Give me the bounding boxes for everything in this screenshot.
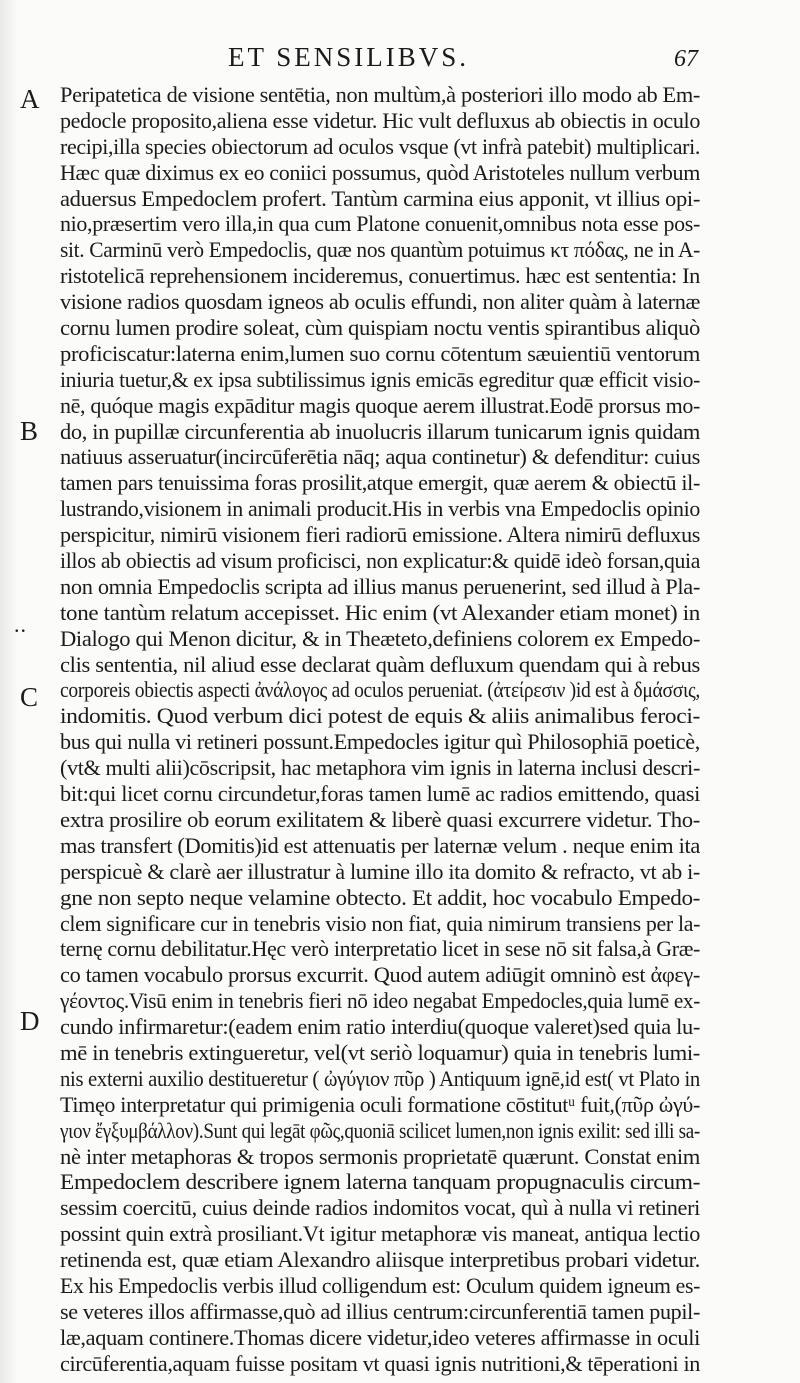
text-line: nē, quóque magis expāditur magis quoque aerem illustrat.Eodē prorsus mo- [60,392,700,418]
text-line: ristotelicā reprehensionem incideremus, conuertimus. hæc est sententia: In [60,263,700,289]
text-line: bus qui nulla vi retineri possunt.Empedocles igitur quì Philosophiā poeticè, [60,729,700,755]
text-line: ternę cornu debilitatur.Hęc verò interpretatio licet in sese nō sit falsa,à Græ- [60,936,700,962]
text-line: co tamen vocabulo prorsus excurrit. Quod autem adiūgit omninò est ἀφεγ- [60,962,700,988]
text-line: illos ab obiectis ad visum proficisci, non explicatur:& quidē ideò forsan,quia [60,548,700,574]
margin-letter-c: C [20,682,39,712]
text-line: nè inter metaphoras & tropos sermonis proprietatē quærunt. Constat enim [60,1143,700,1169]
text-line: γέοντος.Visū enim in tenebris fieri nō ideo negabat Empedocles,quia lumē ex- [60,988,700,1014]
margin-letter-a: A [20,84,40,114]
text-line: recipi,illa species obiectorum ad oculos vsque (vt infrà patebit) multiplicari. [60,133,700,159]
text-line: cundo infirmaretur:(eadem enim ratio interdiu(quoque valeret)sed quia lu- [60,1014,700,1040]
text-line: nis externi auxilio destitueretur ( ὠγύγιον πῦρ ) Antiquum ignē,id est( vt Plato in [60,1065,700,1091]
text-line: sessim coercitū, cuius deinde radios indomitos vocat, quì à nulla vi retineri [60,1195,700,1221]
text-line: visione radios quosdam igneos ab oculis effundi, non aliter quàm à laternæ [60,289,700,315]
text-line: tone tantùm relatum accepisset. Hic enim (vt Alexander etiam monet) in [60,599,700,625]
page-number: 67 [674,46,698,72]
page-gutter-shadow [0,0,18,1383]
text-line: do, in pupillæ circunferentia ab inuolucris illarum tunicarum ignis quidam [60,418,700,444]
text-line: natiuus asseruatur(incircūferētia nāq; aqua continetur) & defenditur: cuius [60,444,700,470]
text-line: cornu lumen prodire soleat, cùm quispiam noctu ventis spirantibus aliquò [60,315,700,341]
text-line: pedocle proposito,aliena esse videtur. Hic vult defluxus ab obiectis in oculo [60,107,700,133]
margin-letter-b: B [20,416,39,446]
text-line: Peripatetica de visione sentētia, non multùm,à posteriori illo modo ab Em- [60,82,700,107]
text-line: mē in tenebris extingueretur, vel(vt seriò loquamur) quia in tenebris lumi- [60,1039,700,1065]
text-line: se veteres illos affirmasse,quò ad illius centrum:circunferentiā tamen pupil- [60,1298,700,1324]
text-line: retinenda est, quæ etiam Alexandro aliisque interpretibus probari videtur. [60,1247,700,1273]
text-line: clis sententia, nil aliud esse declarat quàm defluxum quendam qui à rebus [60,651,700,677]
text-line: Ex his Empedoclis verbis illud colligendum est: Oculum quidem igneum es- [60,1272,700,1298]
margin-letter-d: D [20,1006,40,1036]
text-line: mas transfert (Domitis)id est attenuatis per laternæ velum . neque enim ita [60,832,700,858]
text-line: tamen pars tenuissima foras prosilit,atque emergit, quæ aerem & obiectū il- [60,470,700,496]
text-line: possint quin extrà prosiliant.Vt igitur metaphoræ vis maneat, antiqua lectio [60,1221,700,1247]
text-line: corporeis obiectis aspecti ἀνάλογος ad oculos perueniat. (ἀτείρεσιν )id est à δμάσσις, [60,677,700,703]
text-line: Timęo interpretatur qui primigenia oculi formatione cōstitutᵘ fuit,(πῦρ ὠγύ- [60,1091,700,1117]
text-line: perspicitur, nimirū visionem fieri radiorū emissione. Altera nimirū defluxus [60,522,700,548]
text-line: nio,præsertim vero illa,in qua cum Platone conuenit,omnibus nota esse pos- [60,211,700,237]
text-line: non omnia Empedoclis scripta ad illius manus peruenerint, sed illud à Pla- [60,573,700,599]
text-line: læ,aquam continere.Thomas dicere videtur,ideo veteres affirmasse in oculi [60,1324,700,1350]
text-line: bit:qui licet cornu circundetur,foras tamen lumē ac radios emittendo, quasi [60,781,700,807]
text-line: iniuria tuetur,& ex ipsa subtilissimus ignis emicās egreditur quæ efficit visio- [60,366,700,392]
text-line: Hæc quæ diximus ex eo coniici possumus, quòd Aristoteles nullum verbum [60,159,700,185]
text-line: extra prosilire ob eorum exilitatem & liberè quasi excurrere videtur. Tho- [60,806,700,832]
text-line: aduersus Empedoclem profert. Tantùm carmina eius apponit, vt illius opi- [60,185,700,211]
text-line: circūferentia,aquam fuisse positam vt quasi ignis nutritioni,& tēperationi in [60,1350,700,1376]
text-line: Empedoclem describere ignem laterna tanquam propugnaculis circum- [60,1169,700,1195]
margin-dots: .. [14,612,27,637]
text-line: indomitis. Quod verbum dici potest de equis & aliis animalibus feroci- [60,703,700,729]
text-line: Dialogo qui Menon dicitur, & in Theæteto,definiens colorem ex Empedo- [60,625,700,651]
text-line: sit. Carminū verò Empedoclis, quæ nos quantùm potuimus κτ πόδας, ne in A- [60,237,700,263]
text-line: clem significare cur in tenebris visio non fiat, quia nimirum transiens per la- [60,910,700,936]
text-line: (vt& multi alii)cōscripsit, hac metaphora vim ignis in laterna inclusi descri- [60,755,700,781]
running-head: ET SENSILIBVS. [228,42,470,72]
body-text [60,82,700,1377]
text-line: proficiscatur:laterna enim,lumen suo cornu cōtentum sæuientiū ventorum [60,340,700,366]
text-line: lustrando,visionem in animali producit.His in verbis vna Empedoclis opinio [60,496,700,522]
text-line: γιον ἔγξυμβάλλον).Sunt qui legāt φῶς,quoniā scilicet lumen,non ignis exilit: sed illi sa- [60,1117,700,1143]
text-line: gne non septo neque velamine obtecto. Et addit, hoc vocabulo Empedo- [60,884,700,910]
text-line: perspicuè & clarè aer illustratur à lumine illo ita domito & refracto, vt ab i- [60,858,700,884]
